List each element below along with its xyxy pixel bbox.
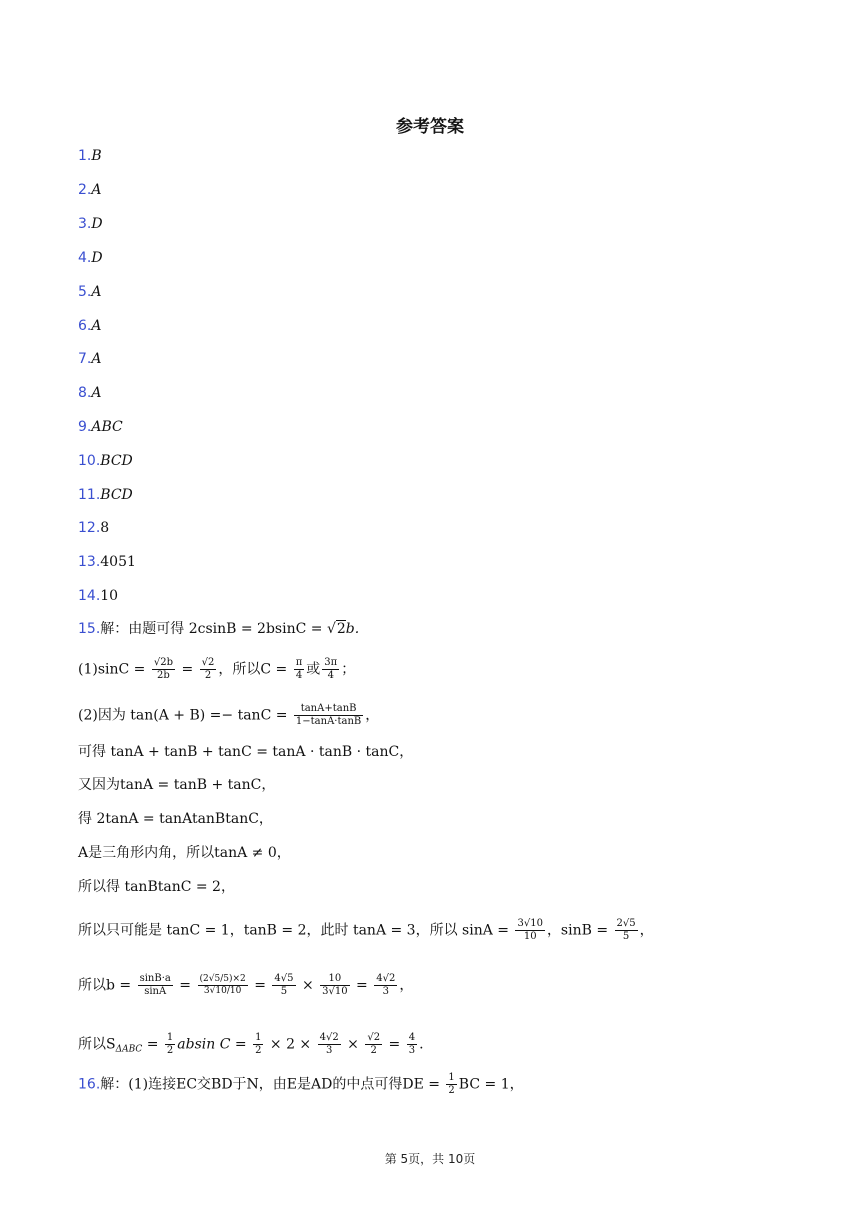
answer-item (78, 180, 101, 200)
solution-text: b. (345, 621, 360, 637)
fraction: $\frac{1}{2}$ (448, 1072, 455, 1096)
question-number: 2. (78, 182, 92, 198)
answer-item (78, 248, 103, 268)
answer-item (78, 552, 136, 572)
solution-text: 解：由题可得 2csinB = 2bsinC = (100, 621, 327, 637)
fraction: $\frac{1}{2}$ (166, 1032, 174, 1056)
answer-value: 10 (100, 588, 119, 604)
question-number: 6. (78, 318, 92, 334)
question-number: 11. (78, 487, 101, 503)
solution-text: 所以只可能是 tanC = 1，tanB = 2，此时 tanA = 3，所以 sinA = (78, 922, 514, 939)
fraction: $\frac{1}{2}$ (255, 1032, 262, 1056)
question-number: 14. (78, 588, 101, 604)
answer-item (78, 146, 102, 166)
fraction: $\frac{√2b}{2b}$ (153, 657, 173, 681)
question-number: 5. (78, 284, 92, 300)
answer-item (78, 586, 118, 606)
answer-value: A (91, 182, 102, 198)
fraction: $\frac{4√2}{3}$ (319, 1032, 339, 1056)
solution-text: ，所以C = (218, 661, 292, 678)
answer-item (78, 485, 133, 505)
answer-item (78, 214, 103, 234)
answer-value: B (91, 148, 102, 164)
solution-line: 得 2tanA = tanAtanBtanC， (78, 811, 273, 827)
fraction: $\frac{√2}{2}$ (201, 657, 215, 681)
answer-item (78, 349, 101, 369)
solution-text: 解：(1)连接EC交BD于N，由E是AD的中点可得DE = (100, 1076, 445, 1093)
question-number: 9. (78, 419, 92, 435)
fraction: $\frac{(2√5/5)\times 2}{3√10/10}$ (199, 974, 246, 996)
fraction: $\frac{√2}{2}$ (367, 1032, 381, 1056)
fraction: $\frac{\tan A+\tan B}{1-\tan A\cdot\tan B}$ (295, 703, 362, 727)
answer-value: A (91, 284, 102, 300)
fraction: $\frac{3√10}{10}$ (517, 918, 543, 942)
answer-value: 4051 (100, 554, 136, 570)
solution-text: (1)sinC = (78, 661, 150, 678)
question-number: 16. (78, 1076, 101, 1093)
answer-value: 8 (100, 520, 110, 536)
answer-item (78, 383, 101, 403)
answer-value: A (91, 351, 102, 367)
question-number: 15. (78, 621, 101, 637)
solution-line: (2)因为 tan(A + B) =− tanC = $\frac{\tan A+\tan B}{1-\tan A\cdot\tan B}$ ， (78, 703, 380, 727)
question-number: 10. (78, 453, 101, 469)
answer-item (78, 282, 101, 302)
question-number: 7. (78, 351, 92, 367)
fraction: $\frac{4}{3}$ (408, 1032, 416, 1056)
solution-line: (1)sinC = $\frac{√2b}{2b}$ = $\frac{√2}{2}$ ，所以C = $\frac{\pi}{4}$ 或 $\frac{3\pi}{4}$ ； (78, 657, 356, 681)
solution-text: 所以S (78, 1036, 116, 1053)
answer-value: A (91, 385, 102, 401)
solution-line: 所以b = $\frac{\sin B\cdot a}{\sin A}$ = $\frac{(2√5/5)\times 2}{3√10/10}$ = $\frac{4√5}{5}$ × $\frac{10}{3√10}$ = $\frac{4√2}{3}$ ， (78, 973, 414, 997)
solution-line: 所以得 tanBtanC = 2， (78, 879, 235, 895)
fraction: $\frac{2√5}{5}$ (616, 918, 636, 942)
page-footer: 第 5页，共 10页 (384, 1152, 476, 1166)
page-title: 参考答案 (396, 117, 464, 137)
fraction: $\frac{10}{3√10}$ (322, 973, 348, 997)
solution-line: 16.解：(1)连接EC交BD于N，由E是AD的中点可得DE = $\frac{1}{2}$ BC = 1， (78, 1072, 524, 1096)
answer-item (78, 518, 109, 538)
fraction: $\frac{\sin B\cdot a}{\sin A}$ (139, 973, 171, 997)
solution-line: 可得 tanA + tanB + tanC = tanA · tanB · tanC， (78, 744, 414, 760)
question-number: 13. (78, 554, 101, 570)
fraction: $\frac{\pi}{4}$ (295, 657, 303, 681)
answer-item (78, 316, 101, 336)
question-number: 12. (78, 520, 101, 536)
fraction: $\frac{4√5}{5}$ (274, 973, 294, 997)
answer-item (78, 417, 123, 437)
solution-text: 所以b = (78, 977, 136, 994)
solution-line: 所以$S_{\Delta ABC}$ = $\frac{1}{2}$ absin C = $\frac{1}{2}$ × 2 × $\frac{4√2}{3}$ × $\frac{√2}{2}$ = $\frac{4}{3}$ . (78, 1032, 424, 1056)
solution-line: 所以只可能是 tanC = 1，tanB = 2，此时 tanA = 3，所以 sinA = $\frac{3√10}{10}$ ，sinB = $\frac{2√5}{5}$ ， (78, 918, 654, 942)
question-number: 8. (78, 385, 92, 401)
answer-value: ABC (91, 419, 123, 435)
solution-line: A是三角形内角，所以tanA ≠ 0， (78, 845, 291, 861)
solution-text: (2)因为 tan(A + B) =− tanC = (78, 707, 292, 724)
question-number: 4. (78, 250, 92, 266)
answer-value: D (91, 216, 103, 232)
sqrt-value: 2 (336, 621, 346, 637)
answer-value: BCD (100, 487, 133, 503)
answer-value: D (91, 250, 103, 266)
answer-item (78, 451, 133, 471)
solution-line: 15.解：由题可得 2csinB = 2bsinC = √2b. (78, 621, 360, 637)
question-number: 1. (78, 148, 92, 164)
fraction: $\frac{3\pi}{4}$ (324, 657, 338, 681)
answer-value: A (91, 318, 102, 334)
question-number: 3. (78, 216, 92, 232)
solution-line: 又因为tanA = tanB + tanC， (78, 777, 276, 793)
answer-value: BCD (100, 453, 133, 469)
fraction: $\frac{4√2}{3}$ (376, 973, 396, 997)
